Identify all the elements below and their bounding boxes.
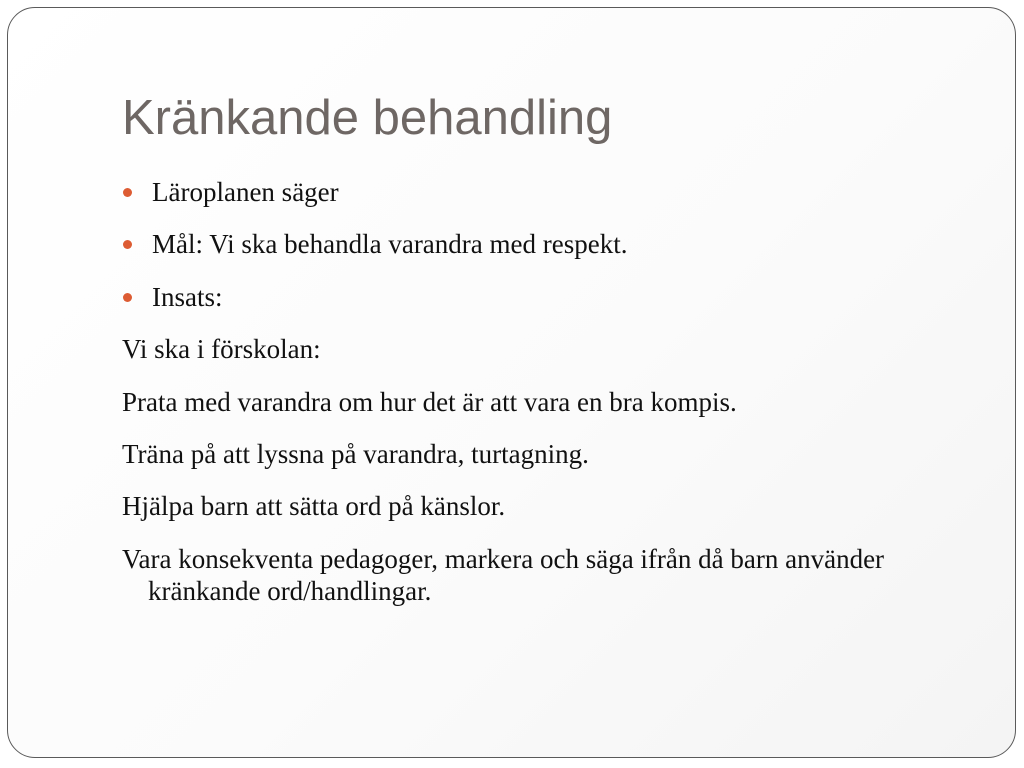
bullet-text: Läroplanen säger <box>152 177 339 207</box>
bullet-item <box>122 228 942 260</box>
body-line: Prata med varandra om hur det är att vara en bra kompis. <box>122 386 737 417</box>
body-line: Hjälpa barn att sätta ord på känslor. <box>122 491 506 522</box>
slide-title: Kränkande behandling <box>122 91 613 145</box>
body-line: Träna på att lyssna på varandra, turtagning. <box>122 438 589 469</box>
bullet-text: Insats: <box>152 281 223 312</box>
bullet-dot-icon <box>123 240 132 249</box>
bullet-item <box>122 281 942 313</box>
slide-body <box>122 176 942 628</box>
bullet-item <box>122 176 942 208</box>
slide-frame <box>7 7 1016 758</box>
body-line: Vi ska i förskolan: <box>122 334 321 365</box>
bullet-dot-icon <box>123 293 132 302</box>
body-line: Vara konsekventa pedagoger, markera och säga ifrån då barn använder kränkande ord/handlingar. <box>122 543 885 607</box>
bullet-text: Mål: Vi ska behandla varandra med respekt. <box>152 229 628 260</box>
bullet-dot-icon <box>123 188 132 197</box>
